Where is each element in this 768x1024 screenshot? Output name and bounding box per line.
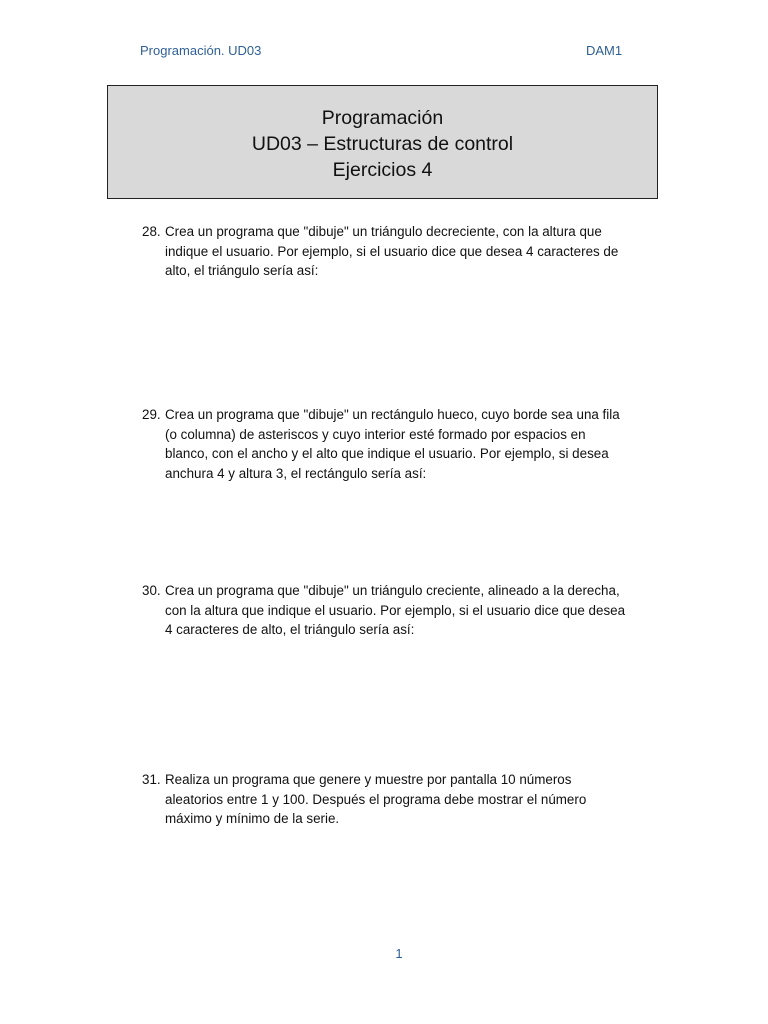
exercise-text-line: (o columna) de asteriscos y cuyo interior esté formado por espacios en (165, 426, 586, 442)
exercise-text-line: indique el usuario. Por ejemplo, si el usuario dice que desea 4 caracteres de (165, 243, 619, 259)
title-box (107, 85, 658, 199)
exercise-28 (142, 222, 662, 281)
exercise-text (165, 222, 662, 281)
page-number: 1 (395, 946, 403, 961)
exercise-text-line: Crea un programa que "dibuje" un triángulo decreciente, con la altura que (165, 224, 602, 239)
exercise-number: 30. (142, 583, 161, 598)
exercise-30 (142, 581, 662, 640)
exercise-text-line: anchura 4 y altura 3, el rectángulo sería así: (165, 465, 427, 481)
exercise-text-line: máximo y mínimo de la serie. (165, 811, 340, 826)
exercise-text-line: con la altura que indique el usuario. Por ejemplo, si el usuario dice que desea (165, 602, 626, 618)
exercise-text-line: blanco, con el ancho y el alto que indique el usuario. Por ejemplo, si desea (165, 446, 609, 461)
exercise-text (165, 770, 662, 829)
exercise-29 (142, 405, 662, 483)
exercise-text-line: 4 caracteres de alto, el triángulo sería así: (165, 622, 415, 637)
exercise-31 (142, 770, 662, 829)
header-document-title: Programación. UD03 (140, 43, 262, 58)
exercise-number: 29. (142, 407, 161, 422)
exercise-text-line: Crea un programa que "dibuje" un rectángulo hueco, cuyo borde sea una fila (165, 407, 620, 422)
exercise-text-line: Crea un programa que "dibuje" un triángulo creciente, alineado a la derecha, (165, 583, 620, 598)
exercise-text-line: alto, el triángulo sería así: (165, 263, 319, 278)
exercise-text-line: Realiza un programa que genere y muestre por pantalla 10 números (165, 772, 572, 787)
title-subject: Programación (321, 107, 444, 129)
header-course-code: DAM1 (586, 43, 623, 58)
exercise-number: 28. (142, 224, 161, 239)
exercise-text (165, 405, 662, 483)
exercise-number: 31. (142, 772, 161, 787)
title-unit: UD03 – Estructuras de control (251, 133, 514, 155)
exercise-text-line: aleatorios entre 1 y 100. Después el programa debe mostrar el número (165, 791, 587, 807)
exercise-text (165, 581, 662, 640)
title-exercise-set: Ejercicios 4 (332, 159, 433, 181)
